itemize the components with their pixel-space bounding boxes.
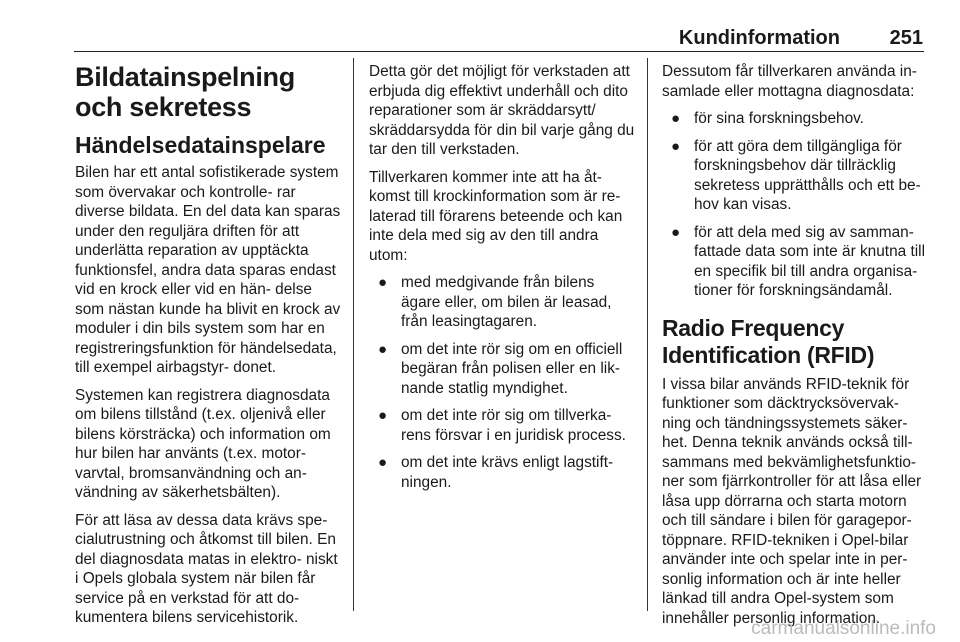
heading-rfid: Radio Frequency Identification (RFID) bbox=[662, 314, 875, 368]
column-1 bbox=[75, 62, 343, 636]
list-item: ● om det inte rör sig om en officiell begäran från polisen eller en lik- nande statlig myndighet. bbox=[378, 340, 623, 397]
bullet-icon: ● bbox=[671, 223, 681, 241]
paragraph: Tillverkaren kommer inte att ha åt- komst till krockinformation som är re- laterad till förarens beteende och kan inte dela med sig av den till andra utom: bbox=[369, 168, 623, 264]
bullet-icon: ● bbox=[378, 407, 388, 424]
column-divider-2 bbox=[647, 58, 648, 611]
bullet-icon: ● bbox=[671, 137, 681, 155]
column-3 bbox=[662, 62, 932, 636]
bullet-icon: ● bbox=[378, 454, 388, 471]
list-item: ● om det inte krävs enligt lagstift- ningen. bbox=[378, 454, 614, 491]
paragraph: Detta gör det möjligt för verkstaden att erbjuda dig effektivt underhåll och dito reparationer som är skräddarsytt/ skräddarsydda för din bil varje gång du tar den till verkstaden. bbox=[369, 63, 635, 158]
header-rule bbox=[74, 51, 924, 52]
list-item: ● om det inte rör sig om tillverka- rens försvar i en juridisk process. bbox=[378, 407, 626, 444]
list-item: ● för att dela med sig av samman- fattade data som inte är knutna till en specifik bil till andra organisa- tioner för forskningsändamål. bbox=[671, 223, 925, 299]
bullet-list bbox=[369, 273, 637, 492]
list-item: ● för sina forskningsbehov. bbox=[671, 110, 864, 127]
paragraph: Dessutom får tillverkaren använda in- samlade eller mottagna diagnosdata: bbox=[662, 63, 917, 100]
section-title: Kundinformation bbox=[678, 27, 840, 49]
paragraph: Systemen kan registrera diagnosdata om bilens tillstånd (t.ex. oljenivå eller bilens körsträcka) och information om hur bilen har använts (t.ex. motor- varvtal, bromsanvändning och an- vändning av säkerhetsbälten). bbox=[75, 386, 331, 501]
column-2 bbox=[369, 62, 637, 500]
page-header bbox=[0, 27, 960, 49]
bullet-icon: ● bbox=[378, 274, 388, 291]
heading-data-recording: Bildatainspelning och sekretess bbox=[75, 62, 295, 122]
paragraph: Bilen har ett antal sofistikerade system som övervakar och kontrolle- rar diverse bildata. En del data kan sparas under den reguljära driften för att underlätta reparation av upptäckta funktionsfel, andra data sparas endast vid en krock eller vid en hän- delse som nästan kunde ha blivit en krock av moduler i din bils system som har en registreringsfunktion för händelsedata, till exempel airbagstyr- donet. bbox=[75, 164, 341, 376]
page-number: 251 bbox=[889, 27, 923, 49]
heading-event-recorder: Händelsedatainspelare bbox=[75, 132, 326, 158]
paragraph: För att läsa av dessa data krävs spe- cialutrustning och åtkomst till bilen. En del diagnosdata matas in elektro- niskt i Opels globala system när bilen får service på en verkstad för att do- kumentera bilens servicehistorik. bbox=[75, 511, 338, 626]
list-item: ● med medgivande från bilens ägare eller, om bilen är leasad, från leasingtagaren. bbox=[378, 274, 612, 330]
paragraph: I vissa bilar används RFID-teknik för funktioner som däcktrycksövervak- ning och tändningssystemets säker- het. Denna teknik används också till- sammans med bekvämlighetsfunktio- ner som fjärrkontroller för att låsa eller låsa upp dörrarna och starta motorn och till sändare i bilen för garagepor- töppnare. RFID-tekniken i Opel-bilar använder inte och spelar inte in per- sonlig information och är inte heller länkad till andra Opel-system som innehåller personlig information. bbox=[662, 375, 922, 627]
bullet-icon: ● bbox=[671, 110, 681, 127]
watermark: carmanualsonline.info bbox=[751, 618, 936, 639]
bullet-list bbox=[662, 109, 932, 301]
list-item: ● för att göra dem tillgängliga för forskningsbehov där tillräcklig sekretess upprätthålls och ett be- hov kan visas. bbox=[671, 137, 921, 213]
bullet-icon: ● bbox=[378, 340, 388, 358]
column-divider-1 bbox=[353, 58, 354, 611]
